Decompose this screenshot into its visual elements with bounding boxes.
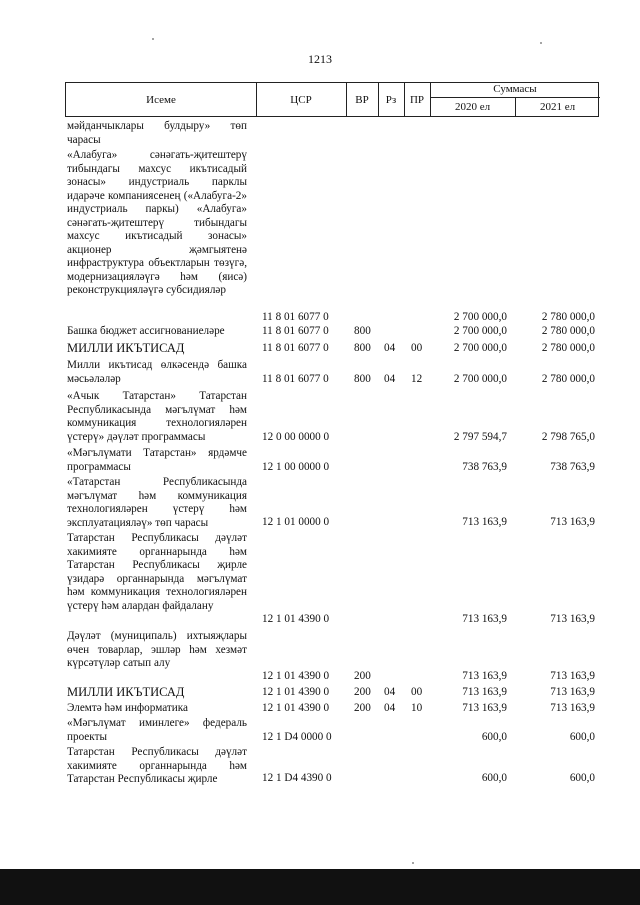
row-name: Татарстан Республикасы дәүләт хакимияте органнарында һәм Татарстан Республикасы җирле <box>67 746 247 785</box>
row-name: мәйданчыклары булдыру» төп чарасы <box>67 120 247 146</box>
row-sum-2020: 2 700 000,0 <box>453 342 507 354</box>
row-name: Башка бюджет ассигнованиеләре <box>67 325 225 337</box>
row-sum-2021: 600,0 <box>569 772 595 784</box>
page-number: 1213 <box>308 52 332 66</box>
row-sum-2020: 2 700 000,0 <box>453 311 507 323</box>
row-pr: 10 <box>411 702 423 714</box>
row-csr: 12 1 01 4390 0 <box>262 613 330 625</box>
scan-speck <box>540 42 542 44</box>
row-pr: 00 <box>411 342 423 354</box>
row-vr: 800 <box>354 373 371 385</box>
row-sum-2020: 713 163,9 <box>462 516 507 528</box>
row-sum-2021: 713 163,9 <box>550 516 595 528</box>
row-name: «Мәгълүмат иминлеге» федераль проекты <box>67 717 247 743</box>
scan-speck <box>152 38 154 40</box>
row-name: «Ачык Татарстан» Татарстан Республикасында мәгълүмат һәм коммуникация технологияләрен үстерү» дәүләт программасы <box>67 390 247 443</box>
row-sum-2020: 2 797 594,7 <box>453 431 507 443</box>
row-sum-2020: 713 163,9 <box>462 686 507 698</box>
row-sum-2020: 600,0 <box>481 772 507 784</box>
table-header <box>65 82 599 117</box>
row-sum-2021: 2 780 000,0 <box>541 311 595 323</box>
row-sum-2021: 2 780 000,0 <box>541 325 595 337</box>
row-sum-2021: 713 163,9 <box>550 686 595 698</box>
row-csr: 12 1 00 0000 0 <box>262 461 330 473</box>
row-pr: 12 <box>411 373 423 385</box>
row-csr: 11 8 01 6077 0 <box>262 373 329 385</box>
row-name: «Татарстан Республикасында мәгълүмат һәм коммуникация технологияләрен үстерү һәм эксплуатацияләү» төп чарасы <box>67 476 247 529</box>
row-csr: 12 1 01 4390 0 <box>262 686 330 698</box>
row-csr: 12 1 01 0000 0 <box>262 516 330 528</box>
row-sum-2021: 2 780 000,0 <box>541 342 595 354</box>
header-divider <box>430 97 600 98</box>
header-rz: Рз <box>385 94 397 106</box>
row-rz: 04 <box>384 686 396 698</box>
header-sums: Суммасы <box>493 83 537 95</box>
row-sum-2020: 713 163,9 <box>462 702 507 714</box>
row-sum-2021: 600,0 <box>569 731 595 743</box>
row-vr: 200 <box>354 702 371 714</box>
row-rz: 04 <box>384 342 396 354</box>
row-csr: 12 1 D4 4390 0 <box>262 772 332 784</box>
row-name: «Мәгълүмати Татарстан» ярдәмче программасы <box>67 447 247 473</box>
row-sum-2020: 2 700 000,0 <box>453 325 507 337</box>
header-csr: ЦСР <box>290 94 312 106</box>
row-name: «Алабуга» сәнәгать-җитештерү тибындагы махсус икътисадый зонасы» индустриаль парклы идарәче компаниясенең («Алабуга-2» индустриаль паркы) «Алабуга» сәнәгать-җитештерү тибындагы махсус икътисадый зонасы» акционер җәмгыятенә инфраструктура объектларын төзүгә, модернизацияләүгә һәм (яисә) реконструкцияләүгә субсидияләр <box>67 149 247 296</box>
row-vr: 200 <box>354 670 371 682</box>
row-vr: 800 <box>354 342 371 354</box>
row-sum-2020: 713 163,9 <box>462 670 507 682</box>
header-name: Исеме <box>146 94 176 106</box>
header-pr: ПР <box>409 94 425 106</box>
row-sum-2020: 713 163,9 <box>462 613 507 625</box>
row-sum-2021: 2 798 765,0 <box>541 431 595 443</box>
row-name: Милли икътисад өлкәсендә башка мәсьәләләр <box>67 359 247 385</box>
row-name: МИЛЛИ ИКЪТИСАД <box>67 685 185 699</box>
scan-speck <box>412 862 414 864</box>
row-sum-2021: 738 763,9 <box>550 461 595 473</box>
row-name: Элемтә һәм информатика <box>67 702 188 714</box>
header-year1: 2020 ел <box>454 101 491 113</box>
row-vr: 200 <box>354 686 371 698</box>
row-vr: 800 <box>354 325 371 337</box>
row-sum-2021: 713 163,9 <box>550 613 595 625</box>
row-name: Татарстан Республикасы дәүләт хакимияте органнарында һәм Татарстан Республикасы җирле үзидарә органнарында мәгълүмат һәм коммуникация технологияләрен үстерү һәм алардан файдалану <box>67 532 247 612</box>
header-year2: 2021 ел <box>539 101 576 113</box>
row-csr: 12 1 01 4390 0 <box>262 702 330 714</box>
header-vr: ВР <box>355 94 369 106</box>
row-sum-2020: 2 700 000,0 <box>453 373 507 385</box>
row-csr: 11 8 01 6077 0 <box>262 325 329 337</box>
row-sum-2021: 713 163,9 <box>550 670 595 682</box>
row-csr: 11 8 01 6077 0 <box>262 342 329 354</box>
row-csr: 12 1 D4 0000 0 <box>262 731 332 743</box>
row-rz: 04 <box>384 373 396 385</box>
row-sum-2021: 713 163,9 <box>550 702 595 714</box>
row-name: Дәүләт (муниципаль) ихтыяҗлары өчен товарлар, эшләр һәм хезмәт күрсәтүләр сатып алу <box>67 630 247 669</box>
row-sum-2020: 738 763,9 <box>462 461 507 473</box>
row-pr: 00 <box>411 686 423 698</box>
row-csr: 12 0 00 0000 0 <box>262 431 330 443</box>
row-sum-2021: 2 780 000,0 <box>541 373 595 385</box>
row-csr: 11 8 01 6077 0 <box>262 311 329 323</box>
row-csr: 12 1 01 4390 0 <box>262 670 330 682</box>
row-sum-2020: 600,0 <box>481 731 507 743</box>
scan-edge <box>0 869 640 905</box>
row-name: МИЛЛИ ИКЪТИСАД <box>67 341 185 355</box>
row-rz: 04 <box>384 702 396 714</box>
